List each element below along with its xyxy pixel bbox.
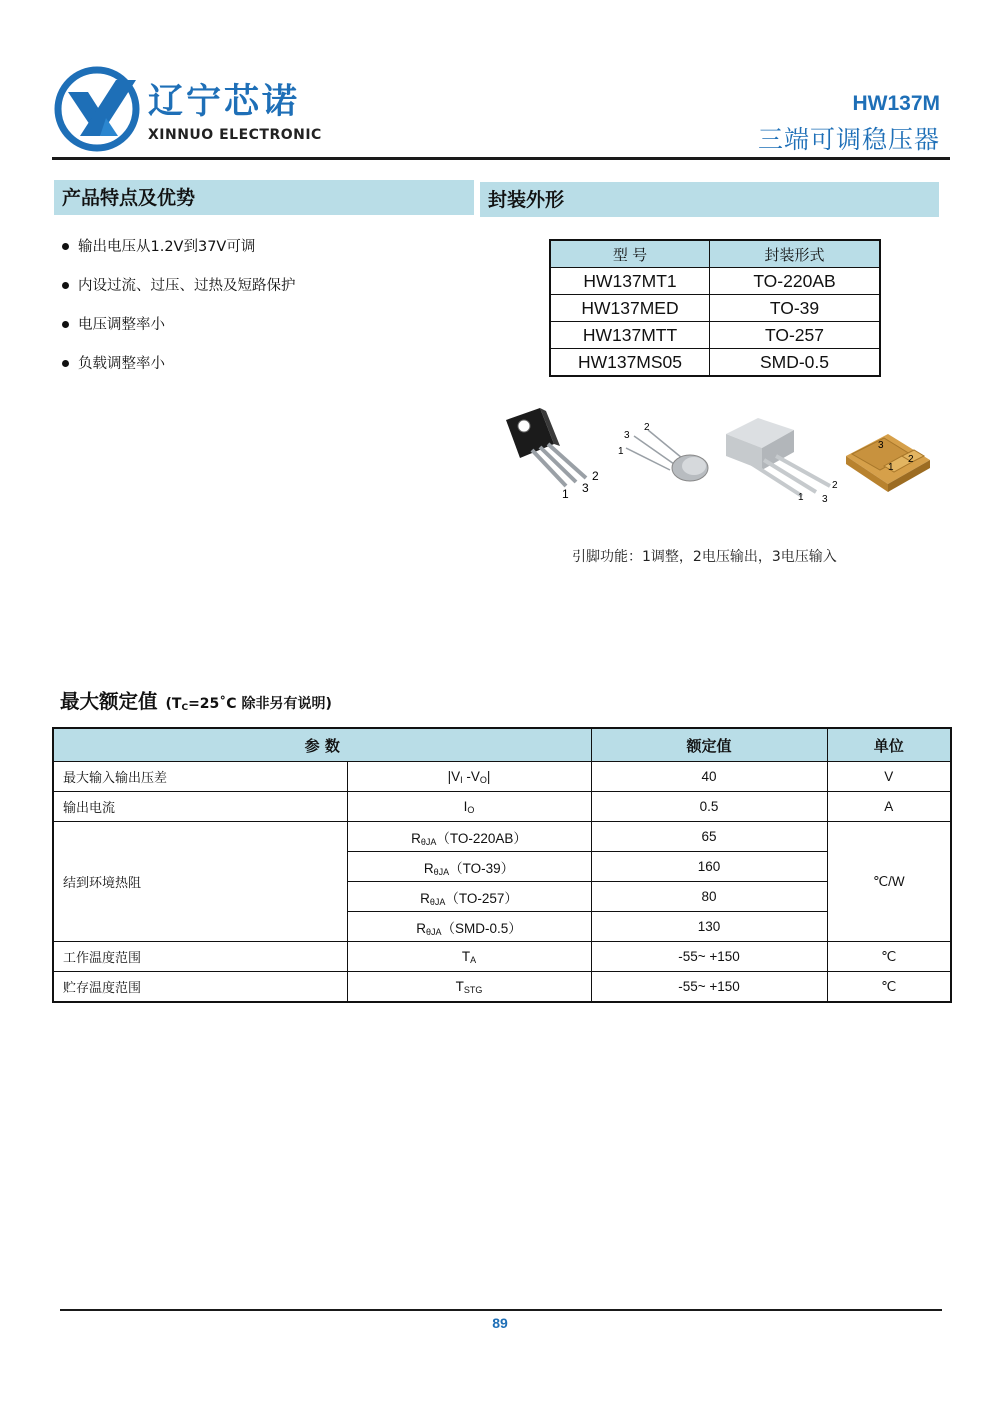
pin-label: 1 [618, 446, 624, 457]
pin-label: 3 [624, 430, 630, 441]
bullet-icon [62, 243, 69, 250]
pin-label: 1 [798, 492, 804, 503]
symbol: $T_A$ [347, 942, 591, 972]
ratings-condition: ($T_C=25˚C$ 除非另有说明) [165, 696, 332, 713]
page-number: 89 [492, 1315, 508, 1331]
symbol: $R_{\theta JA}(SMD-0.5)$ [347, 912, 591, 942]
part-number: HW137M [852, 92, 940, 115]
symbol: $I_O$ [347, 792, 591, 822]
table-row: 最大输入输出压差 $|V_I$ $-V_O|$ 40 V [53, 762, 951, 792]
pin-label: 3 [822, 494, 828, 505]
column-header-param: 参 数 [53, 728, 591, 762]
footer-divider [60, 1309, 942, 1311]
ratings-section-title: 最大额定值 ($T_C=25˚C$ 除非另有说明) [60, 690, 332, 713]
to220-package-image [500, 400, 612, 520]
company-logo [54, 66, 144, 152]
feature-item: 输出电压从1.2V到37V可调 [62, 236, 296, 275]
to39-package-image [612, 400, 716, 520]
pin-function-note: 引脚功能：1调整，2电压输出，3电压输入 [572, 549, 837, 565]
pin-label: 3 [582, 481, 589, 495]
column-header-model: 型 号 [550, 240, 710, 268]
brand-name-chinese: 辽宁芯诺 [148, 82, 301, 122]
pin-label: 2 [908, 454, 914, 465]
brand-name-english: XINNUO ELECTRONIC [148, 127, 322, 143]
table-row: HW137MED TO-39 [550, 295, 880, 322]
table-row: $R_{\theta JA}(SMD-0.5)$ 130 [53, 912, 951, 942]
feature-item: 内设过流、过压、过热及短路保护 [62, 275, 296, 314]
table-row: 工作温度范围 $T_A$ -55~ +150 ℃ [53, 942, 951, 972]
max-ratings-table [52, 727, 952, 1003]
symbol: $|V_I$ $-V_O|$ [347, 762, 591, 792]
features-list [62, 236, 296, 392]
pin-label: 2 [592, 469, 599, 483]
table-row: HW137MS05 SMD-0.5 [550, 349, 880, 377]
package-table [549, 239, 881, 377]
table-row: HW137MTT TO-257 [550, 322, 880, 349]
table-row: 结到环境热阻 $R_{\theta JA}(TO-220AB)$ 65 ℃/W [53, 822, 951, 852]
table-row: $R_{\theta JA}(TO-257)$ 80 [53, 882, 951, 912]
symbol: $R_{\theta JA}(TO-220AB)$ [347, 822, 591, 852]
column-header-value: 额定值 [591, 728, 827, 762]
column-header-unit: 单位 [827, 728, 951, 762]
table-header-row [53, 728, 951, 762]
bullet-icon [62, 360, 69, 367]
symbol: $R_{\theta JA}(TO-257)$ [347, 882, 591, 912]
features-section-title: 产品特点及优势 [54, 180, 474, 215]
feature-item: 负载调整率小 [62, 353, 296, 392]
table-header-row [550, 240, 880, 268]
symbol: $R_{\theta JA}(TO-39)$ [347, 852, 591, 882]
feature-item: 电压调整率小 [62, 314, 296, 353]
bullet-icon [62, 321, 69, 328]
pin-label: 2 [644, 422, 650, 433]
table-row: $R_{\theta JA}(TO-39)$ 160 [53, 852, 951, 882]
smd-package-image [840, 400, 940, 520]
header-divider [52, 157, 950, 160]
part-description: 三端可调稳压器 [757, 125, 940, 154]
to257-package-image [718, 400, 842, 520]
package-section-title: 封装外形 [480, 182, 939, 217]
table-row: 输出电流 $I_O$ 0.5 A [53, 792, 951, 822]
symbol: $T_{STG}$ [347, 972, 591, 1003]
table-row: 贮存温度范围 $T_{STG}$ -55~ +150 ℃ [53, 972, 951, 1003]
pin-label: 1 [562, 487, 569, 501]
pin-label: 3 [878, 440, 884, 451]
table-row: HW137MT1 TO-220AB [550, 268, 880, 295]
bullet-icon [62, 282, 69, 289]
pin-label: 1 [888, 462, 894, 473]
column-header-package: 封装形式 [710, 240, 881, 268]
pin-label: 2 [832, 480, 838, 491]
